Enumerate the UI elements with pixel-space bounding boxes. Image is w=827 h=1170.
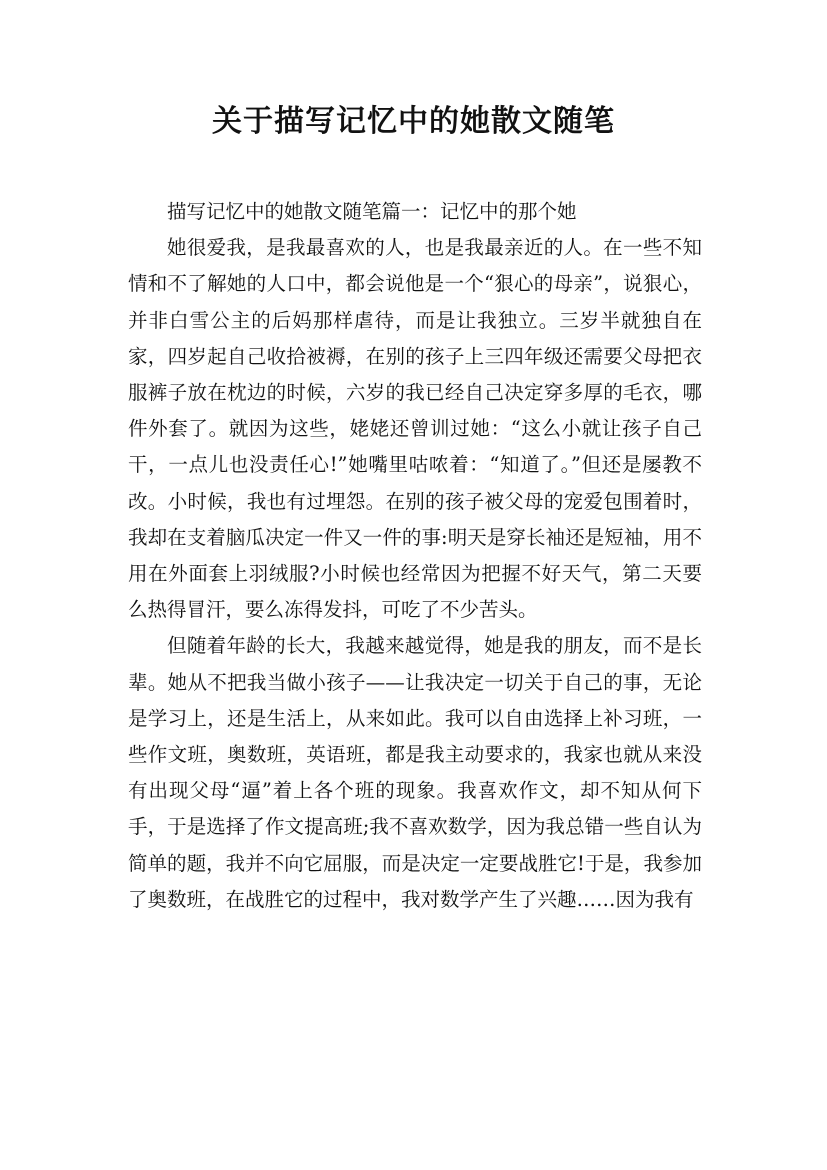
document-body: [128, 194, 702, 918]
section-heading: 描写记忆中的她散文随笔篇一：记忆中的那个她: [167, 200, 577, 223]
paragraph: 她很爱我，是我最喜欢的人，也是我最亲近的人。在一些不知情和不了解她的人口中，都会说他是一个“狠心的母亲”，说狠心，并非白雪公主的后妈那样虐待，而是让我独立。三岁半就独自在家，四岁起自己收拾被褥，在别的孩子上三四年级还需要父母把衣服裤子放在枕边的时候，六岁的我已经自己决定穿多厚的毛衣，哪件外套了。就因为这些，姥姥还曾训过她：“这么小就让孩子自己干，一点儿也没责任心!”她嘴里咕哝着：“知道了。”但还是屡教不改。小时候，我也有过埋怨。在别的孩子被父母的宠爱包围着时，我却在支着脑瓜决定一件又一件的事:明天是穿长袖还是短袖，用不用在外面套上羽绒服?小时候也经常因为把握不好天气，第二天要么热得冒汗，要么冻得发抖，可吃了不少苦头。: [128, 236, 702, 622]
document-title: 关于描写记忆中的她散文随笔: [212, 104, 615, 139]
paragraph: 但随着年龄的长大，我越来越觉得，她是我的朋友，而不是长辈。她从不把我当做小孩子——让我决定一切关于自己的事，无论是学习上，还是生活上，从来如此。我可以自由选择上补习班，一些作文班，奥数班，英语班，都是我主动要求的，我家也就从来没有出现父母“逼”着上各个班的现象。我喜欢作文，却不知从何下手，于是选择了作文提高班;我不喜欢数学，因为我总错一些自认为简单的题，我并不向它屈服，而是决定一定要战胜它!于是，我参加了奥数班，在战胜它的过程中，我对数学产生了兴趣……因为我有: [128, 634, 702, 911]
